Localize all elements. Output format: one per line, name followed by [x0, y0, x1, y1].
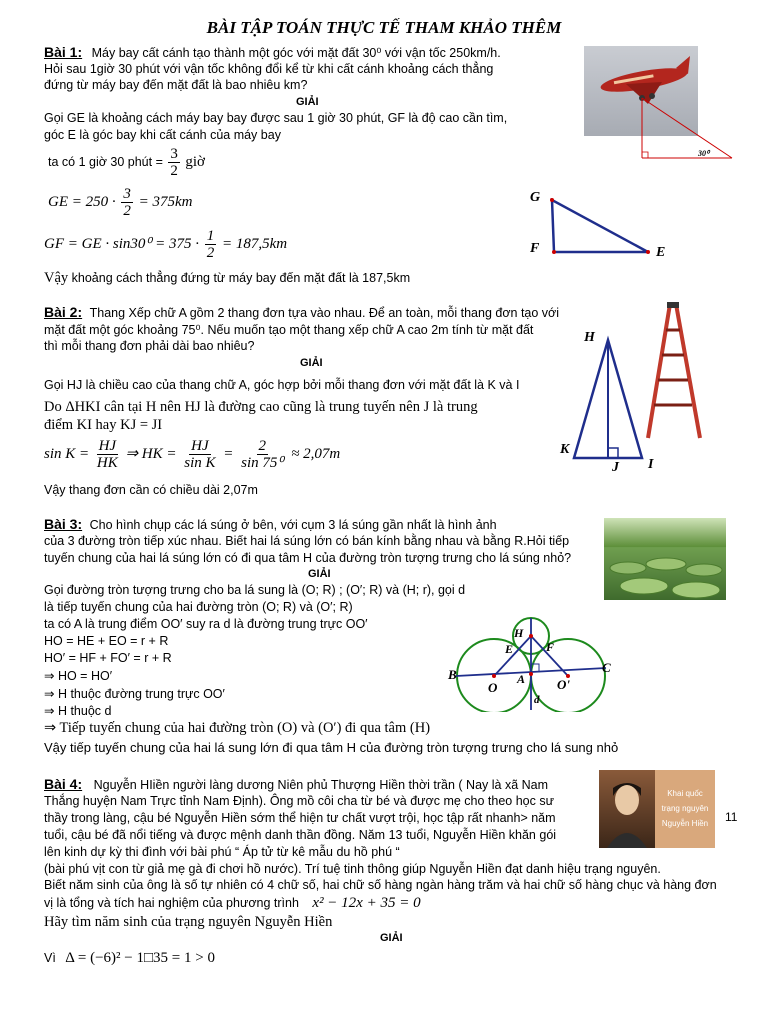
bai4-q9: Hãy tìm năm sinh của trạng nguyên Nguyễn Hiền	[44, 914, 333, 930]
bai1-s3-text: ta có 1 giờ 30 phút =	[48, 154, 167, 169]
vertex-h-label: H	[584, 330, 595, 345]
bai3-answer: Vậy tiếp tuyến chung của hai lá sung lớn đi qua tâm H của đường tròn tượng trưng cho lá sung nhỏ	[44, 740, 619, 755]
bai3-s6: ⇒ HO = HO′	[44, 669, 113, 683]
bai3-s2: là tiếp tuyến chung của hai đường tròn (O; R) và (O′; R)	[44, 600, 353, 614]
bai4-q2: Thắng huyện Nam Trực tỉnh Nam Định). Ông mồ côi cha từ bé và được mẹ cho theo học sư	[44, 794, 554, 808]
circle-point-e-label: E	[505, 642, 514, 656]
vertex-i-label: I	[648, 457, 654, 472]
bai3-label: Bài 3:	[44, 516, 83, 532]
page-title: BÀI TẬP TOÁN THỰC TẾ THAM KHẢO THÊM	[206, 18, 562, 37]
bai4-q8	[44, 895, 421, 912]
bai1-eq1-fraction	[121, 186, 133, 219]
eq-text: GF = GE · sin30⁰ = 375 ·	[44, 235, 203, 252]
bai3-s8: ⇒ H thuộc d	[44, 704, 112, 718]
fraction-denominator: HK	[96, 455, 118, 471]
lily-pads-icon	[604, 518, 726, 600]
fraction	[239, 438, 285, 471]
eq-text: =	[223, 445, 238, 462]
vertex-k-label: K	[560, 442, 570, 457]
answer-prefix: Vậy	[44, 270, 69, 286]
bai3-s9: ⇒ Tiếp tuyến chung của hai đường tròn (O) và (O′) đi qua tâm (H)	[44, 720, 431, 736]
triangle-hki-diagram	[560, 330, 670, 470]
bai4-equation: x² − 12x + 35 = 0	[312, 895, 421, 911]
bai4-q3: thầy trong làng, cậu bé Nguyễn Hiền sớm thể hiện tư chất vượt trội, học tập rất nhanh> năm	[44, 811, 556, 825]
three-circles-diagram	[446, 612, 616, 712]
bai1-giai: GIẢI	[296, 96, 319, 108]
eq-text: sin K =	[44, 445, 93, 462]
bai4-q7: Biết năm sinh của ông là số tự nhiên có 4 chữ số, hai chữ số hàng ngàn hàng trăm và hai chữ số hàng chục và hàng đơn	[44, 878, 717, 892]
vertex-e-label: E	[656, 245, 666, 260]
fraction-denominator: 2	[170, 163, 178, 179]
bai2-s1: Gọi HJ là chiều cao của thang chữ A, góc hợp bởi mỗi thang đơn với mặt đất là K và I	[44, 378, 520, 392]
bai1-eq1	[48, 186, 193, 219]
bai3-q2: của 3 đường tròn tiếp xúc nhau. Biết hai lá súng lớn có bán kính bằng nhau và bằng R.Hỏi tiếp	[44, 534, 570, 548]
bai4-q4: tuổi, cậu bé đã nổi tiếng và được mệnh danh thần đồng. Năm 13 tuổi, Nguyễn Hiền khăn gói	[44, 828, 557, 842]
bai4-label: Bài 4:	[44, 776, 83, 792]
eq-text: = 375km	[138, 193, 193, 210]
bai2-eq	[44, 438, 340, 471]
fraction-numerator: HJ	[191, 438, 209, 454]
flight-angle-diagram	[628, 92, 740, 164]
circle-point-o-prime-label: O'	[557, 677, 570, 692]
bai2-q2: mặt đất một góc khoảng 75⁰. Nếu muốn tạo một thang xếp chữ A cao 2m tính từ mặt đất	[44, 323, 534, 337]
eq-text: = 187,5km	[222, 235, 288, 252]
portrait-card	[599, 770, 715, 848]
circle-point-h-label: H	[514, 626, 524, 640]
bai1-s3-fraction	[168, 146, 180, 179]
circle-point-c-label: C	[602, 660, 611, 675]
eq-text: ≈ 2,07m	[291, 445, 341, 462]
line-d-label: d	[534, 694, 540, 706]
bai2-q3: thì mỗi thang đơn phải dài bao nhiêu?	[44, 339, 255, 353]
vertex-f-label: F	[530, 241, 540, 256]
bai1-s3	[48, 146, 205, 179]
bai2-q1: Thang Xếp chữ A gồm 2 thang đơn tựa vào nhau. Để an toàn, mỗi thang đơn tạo với	[89, 306, 560, 320]
bai2-answer: Vậy thang đơn cần có chiều dài 2,07m	[44, 483, 258, 497]
bai1-q2: Hỏi sau 1giờ 30 phút với vận tốc không đổi kể từ khi cất cánh khoảng cách thẳng	[44, 62, 494, 76]
bai2-question-line1	[44, 304, 559, 320]
bai2-giai: GIẢI	[300, 357, 323, 369]
eq-text: ⇒ HK =	[125, 445, 181, 462]
bai1-q1: Máy bay cất cánh tạo thành một góc với mặt đất 30⁰ với vận tốc 250km/h.	[91, 46, 501, 60]
page-number: 11	[725, 810, 738, 824]
bai4-giai: GIẢI	[380, 932, 403, 944]
bai3-s3: ta có A là trung điểm OO′ suy ra d là đường trung trực OO′	[44, 617, 368, 631]
eq-text: GE = 250 ·	[48, 193, 120, 210]
bai3-q3: tuyến chung của hai lá súng lớn có đi qua tâm H của đường tròn tượng trưng cho lá súng nhỏ?	[44, 551, 572, 565]
bai1-answer	[44, 270, 410, 287]
bai3-s5: HO′ = HF + FO′ = r + R	[44, 651, 172, 665]
portrait-caption-line: trạng nguyên	[661, 804, 709, 813]
bai3-q1: Cho hình chụp các lá súng ở bên, với cụm 3 lá súng gần nhất là hình ảnh	[89, 518, 497, 532]
vertex-j-label: J	[612, 460, 619, 475]
bai1-s3-unit: giờ	[185, 153, 205, 170]
fraction	[95, 438, 120, 471]
bai1-eq2-fraction	[205, 228, 217, 261]
portrait-caption	[657, 786, 713, 831]
bai4-q5: lên kinh dự kỳ thi đình với bài phú “ Áp tử từ kê mẫu du hồ phú “	[44, 845, 400, 859]
fraction-numerator: HJ	[98, 438, 117, 454]
bai2-label: Bài 2:	[44, 304, 83, 320]
answer-text: khoảng cách thẳng đứng từ máy bay đến mặt đất là 187,5km	[68, 271, 411, 285]
fraction-numerator: 3	[123, 186, 131, 202]
portrait-image	[599, 770, 655, 848]
bai4-q1: Nguyễn HIiền người làng dương Niên phủ Thượng Hiền thời trần ( Nay là xã Nam	[93, 778, 549, 792]
fraction-denominator: sin K	[184, 455, 216, 471]
bai3-giai: GIẢI	[308, 568, 331, 580]
person-icon	[599, 770, 655, 848]
fraction-denominator: 2	[206, 245, 215, 261]
fraction-denominator: sin 75⁰	[241, 455, 284, 471]
bai2-s3: điểm KI hay KJ = JI	[44, 417, 163, 433]
bai1-q3: đứng từ máy bay đến mặt đất là bao nhiêu km?	[44, 78, 308, 92]
bai4-question-line1	[44, 776, 548, 792]
bai3-s7: ⇒ H thuộc đường trung trực OO′	[44, 687, 225, 701]
angle-label: 30⁰	[698, 149, 710, 158]
fraction-denominator: 2	[123, 203, 131, 219]
bai3-question-line1	[44, 516, 497, 532]
bai2-s2: Do ΔHKI cân tại H nên HJ là đường cao cũng là trung tuyến nên J là trung	[44, 399, 478, 415]
circle-point-f-label: F	[546, 640, 555, 654]
bai1-question-line1	[44, 44, 501, 60]
bai1-eq2	[44, 228, 287, 261]
bai4-s1	[44, 950, 215, 967]
bai3-s1: Gọi đường tròn tượng trưng cho ba lá sung là (O; R) ; (O′; R) và (H; r), gọi d	[44, 583, 466, 597]
bai1-s2: góc E là góc bay khi cất cánh của máy bay	[44, 128, 281, 142]
fraction-numerator: 1	[206, 228, 215, 244]
portrait-caption-line: Khai quốc	[667, 789, 703, 798]
portrait-caption-line: Nguyễn Hiền	[661, 819, 709, 828]
bai4-q8-text: vị là tổng và tích hai nghiệm của phương trình	[44, 896, 299, 910]
fraction	[182, 438, 217, 471]
circle-point-o-label: O	[488, 680, 498, 695]
fraction-numerator: 3	[170, 146, 178, 162]
vertex-g-label: G	[530, 190, 541, 205]
bai3-s4: HO = HE + EO = r + R	[44, 634, 169, 648]
fraction-numerator: 2	[258, 438, 267, 454]
triangle-gfe-diagram	[524, 186, 674, 266]
circle-point-b-label: B	[448, 667, 457, 682]
lily-pad-photo	[604, 518, 726, 600]
bai4-s1-text: Vì	[44, 951, 56, 965]
bai1-s1: Gọi GE là khoảng cách máy bay bay được sau 1 giờ 30 phút, GF là độ cao cần tìm,	[44, 111, 508, 125]
bai4-s1-equation: Δ = (−6)² − 1□35 = 1 > 0	[65, 950, 215, 966]
bai4-q6: (bài phú vịt con từ giả mẹ gà đi chơi hồ nước). Trí tuệ tinh thông giúp Nguyễn Hiền đạt danh hiệu trạng nguyên.	[44, 862, 661, 876]
bai1-label: Bài 1:	[44, 44, 83, 60]
circle-point-a-label: A	[517, 672, 526, 686]
